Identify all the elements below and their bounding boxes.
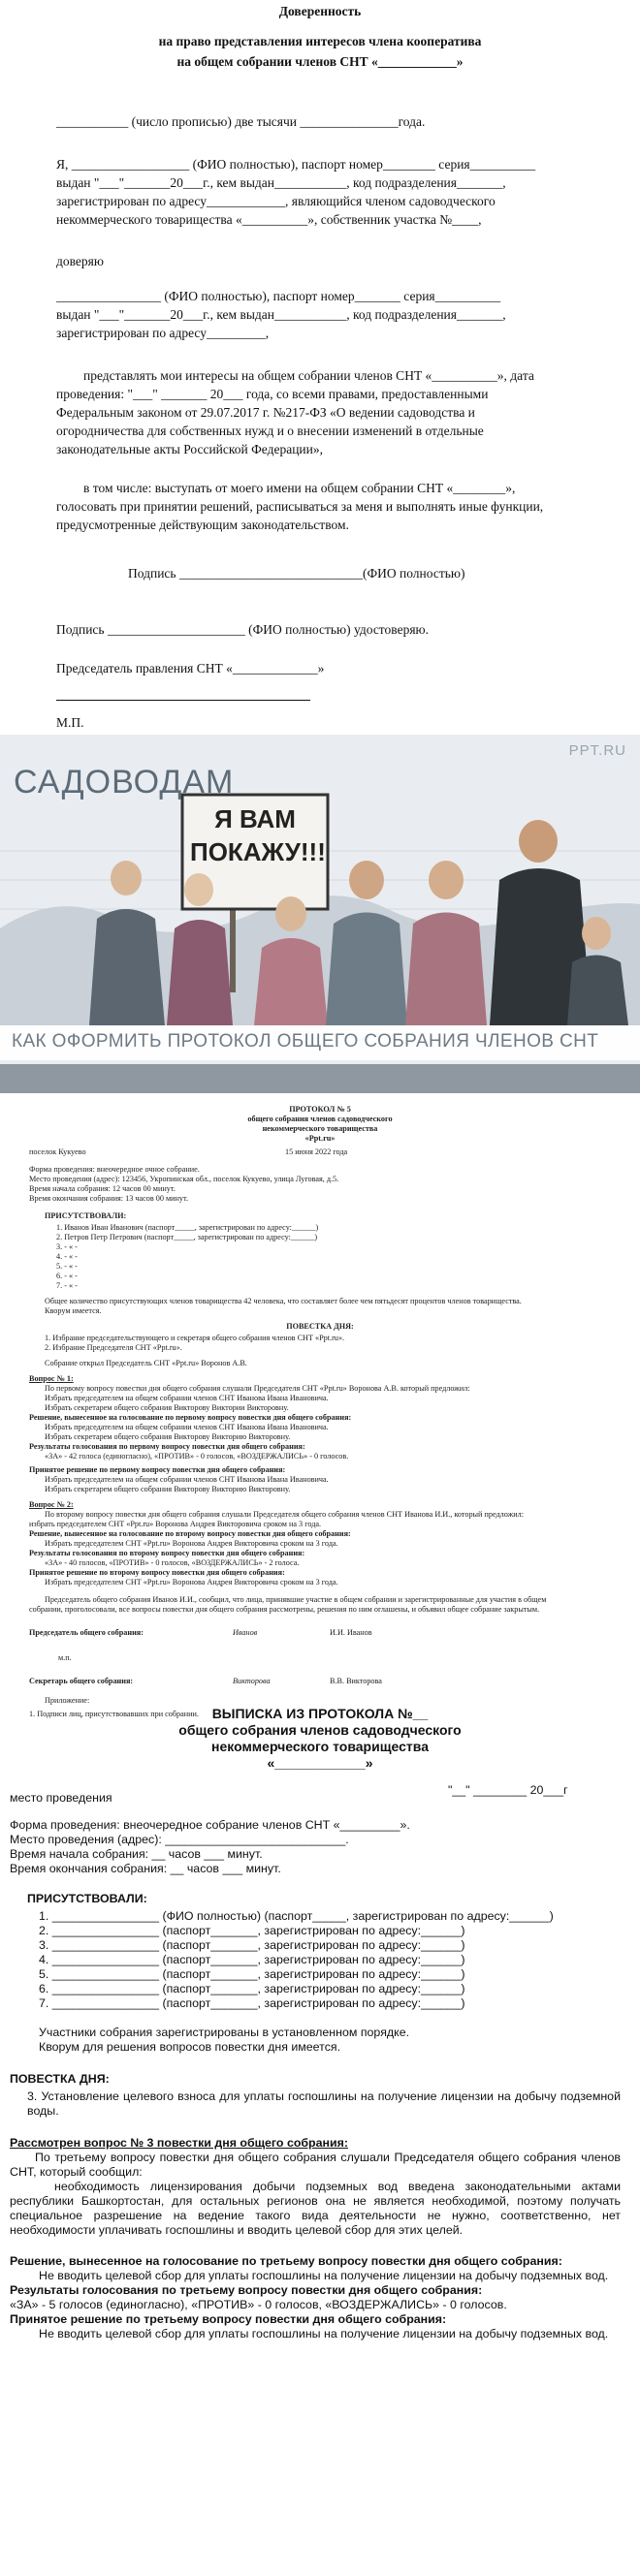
protocol-q2-line: избрать председателем СНТ «Ppt.ru» Воронова Андрея Викторовича сроком на 3 года. xyxy=(29,1520,322,1528)
protocol-quorum: Кворум имеется. xyxy=(45,1306,102,1315)
extract-decision-head: Решение, вынесенное на голосование по третьему вопросу повестки дня общего собрания: xyxy=(10,2254,562,2268)
protocol-q2-accepted: Принятое решение по второму вопросу повестки дня общего собрания: xyxy=(29,1568,285,1577)
article-banner xyxy=(0,735,640,1093)
protocol-title-1: ПРОТОКОЛ № 5 xyxy=(289,1105,351,1114)
banner-caption: КАК ОФОРМИТЬ ПРОТОКОЛ ОБЩЕГО СОБРАНИЯ ЧЛЕНОВ СНТ xyxy=(12,1031,599,1052)
protocol-q1-accepted-line: Избрать председателем на общем собрании членов СНТ Иванова Ивана Ивановича. xyxy=(45,1475,329,1484)
protocol-title-3: некоммерческого товарищества xyxy=(262,1124,378,1133)
extract-end: Время окончания собрания: __ часов ___ минут. xyxy=(10,1862,281,1875)
poa-chairman: Председатель правления СНТ «_____________» xyxy=(56,661,325,675)
extract-votes: «ЗА» - 5 голосов (единогласно), «ПРОТИВ» - 0 голосов, «ВОЗДЕРЖАЛИСЬ» - 0 голосов. xyxy=(10,2298,507,2311)
poa-p1-l1: Я, __________________ (ФИО полностью), паспорт номер________ серия__________ xyxy=(56,157,536,172)
poa-date-line: ___________ (число прописью) две тысячи _______________года. xyxy=(56,114,426,129)
extract-title-1: ВЫПИСКА ИЗ ПРОТОКОЛА №__ xyxy=(211,1706,429,1721)
protocol-present-item: 6. - « - xyxy=(56,1272,78,1280)
protocol-date: 15 июня 2022 года xyxy=(285,1147,348,1156)
protocol-total: Общее количество присутствующих членов товарищества 42 человека, что составляет более чем пятьдесят процентов членов товарищества. xyxy=(45,1297,522,1305)
protocol-closing-line: Председатель общего собрания Иванов И.И., сообщил, что лица, принявшие участие в общем собрании и зарегистрированные для участия в общем xyxy=(45,1595,547,1604)
banner-heading: САДОВОДАМ xyxy=(14,764,235,801)
protocol-start: Время начала собрания: 12 часов 00 минут. xyxy=(29,1184,176,1193)
protocol-q2-votes: «ЗА» - 40 голосов, «ПРОТИВ» - 0 голосов, «ВОЗДЕРЖАЛИСЬ» - 2 голоса. xyxy=(45,1558,300,1567)
extract-date: "__" ________ 20___г xyxy=(448,1783,568,1797)
protocol-q2-results: Результаты голосования по второму вопросу повестки дня общего собрания: xyxy=(29,1549,305,1557)
protocol-secretary-signature: Викторова xyxy=(233,1677,271,1685)
power-of-attorney xyxy=(0,0,640,717)
protocol-q1-line: Избрать секретарем общего собрания Викторову Виктории Викторовну. xyxy=(45,1403,289,1412)
extract-present-head: ПРИСУТСТВОВАЛИ: xyxy=(27,1892,147,1905)
poa-stamp-mark: М.П. xyxy=(56,715,84,730)
protocol-q1-decision-line: Избрать председателем на общем собрании членов СНТ Иванова Ивана Ивановича. xyxy=(45,1423,329,1431)
extract-present-item: 3. ________________ (паспорт_______, зарегистрирован по адресу:______) xyxy=(39,1938,465,1952)
poa-subtitle-1: на право представления интересов члена кооператива xyxy=(158,34,482,48)
brand-watermark: PPT.RU xyxy=(568,742,626,759)
poa-p3-l4: огородничества для собственных нужд и о внесении изменений в отдельные xyxy=(56,424,484,438)
extract-present-item: 6. ________________ (паспорт_______, зарегистрирован по адресу:______) xyxy=(39,1982,465,1995)
protocol-agenda-head: ПОВЕСТКА ДНЯ: xyxy=(286,1322,354,1331)
protocol-end: Время окончания собрания: 13 часов 00 минут. xyxy=(29,1194,189,1203)
poa-signature-2: Подпись _____________________ (ФИО полностью) удостоверяю. xyxy=(56,622,429,637)
protocol-chair-name: И.И. Иванов xyxy=(330,1628,372,1637)
extract-address: Место проведения (адрес): ___________________________. xyxy=(10,1833,349,1846)
protocol-q1-line: По первому вопросу повестки дня общего собрания слушали Председателя СНТ «Ppt.ru» Воронова А.В. который предложил: xyxy=(45,1384,470,1393)
poa-signature-1: Подпись ____________________________(ФИО полностью) xyxy=(128,566,465,581)
extract-start: Время начала собрания: __ часов ___ минут. xyxy=(10,1847,263,1861)
protocol-title-4: «Ppt.ru» xyxy=(304,1134,336,1143)
protocol-closing-line: собрании, проголосовали, все вопросы повестки дня общего собрания рассмотрены, решения по ним оглашены, и объявил общее собрание закрытым. xyxy=(29,1605,540,1614)
protocol-q1-line: Избрать председателем на общем собрании членов СНТ Иванова Ивана Ивановича. xyxy=(45,1394,329,1402)
protocol-present-item: 2. Петров Петр Петрович (паспорт_____, зарегистрирован по адресу:______) xyxy=(56,1233,318,1241)
extract-para-2: необходимость лицензирования добычи подземных вод введена законодательными актами республики Башкортостан, для остальных регионов она не является необходимой, поэтому получать специальное разрешение на ведение такого вида деятельности не нужно, соответственно, нет необходимости уплачивать госпошлины и вводить целевой сбор для этих целей. xyxy=(10,2180,621,2237)
protocol-attachment-head: Приложение: xyxy=(45,1696,90,1705)
protocol-address: Место проведения (адрес): 123456, Укропинская обл., поселок Кукуево, улица Луговая, д.5. xyxy=(29,1175,339,1183)
poa-p3-l2: проведения: "___" _______ 20___ года, со всеми правами, предоставленными xyxy=(56,387,489,401)
protocol-q1-results: Результаты голосования по первому вопросу повестки дня общего собрания: xyxy=(29,1442,305,1451)
protocol-secretary-name: В.В. Викторова xyxy=(330,1677,382,1685)
protocol-q2-accepted-line: Избрать председателем СНТ «Ppt.ru» Воронова Андрея Викторовича сроком на 3 года. xyxy=(45,1578,338,1586)
poa-doveryayu: доверяю xyxy=(56,254,104,268)
extract-title-3: некоммерческого товарищества xyxy=(211,1739,429,1754)
poa-p4-l2: голосовать при принятии решений, расписываться за меня и выполнять иные функции, xyxy=(56,499,544,514)
protocol-q1-votes: «ЗА» - 42 голоса (единогласно), «ПРОТИВ» - 0 голосов, «ВОЗДЕРЖАЛИСЬ» - 0 голосов. xyxy=(45,1452,349,1461)
protocol-chair-signature: Иванов xyxy=(233,1628,258,1637)
poa-subtitle-2: на общем собрании членов СНТ «____________» xyxy=(176,54,464,69)
poa-p1-l3: зарегистрирован по адресу____________, являющийся членом садоводческого xyxy=(56,194,496,208)
extract-registered: Участники собрания зарегистрированы в установленном порядке. xyxy=(39,2026,410,2039)
extract-para-1: По третьему вопросу повестки дня общего собрания слушали Председателя общего собрания членов СНТ, который сообщил: xyxy=(10,2151,621,2179)
extract-present-item: 5. ________________ (паспорт_______, зарегистрирован по адресу:______) xyxy=(39,1967,465,1981)
extract-present-item: 2. ________________ (паспорт_______, зарегистрирован по адресу:______) xyxy=(39,1924,465,1937)
poa-title: Доверенность xyxy=(278,4,362,18)
poa-p3-l3: Федеральным законом от 29.07.2017 г. №217-ФЗ «О ведении садоводства и xyxy=(56,405,475,420)
extract-place: место проведения xyxy=(10,1791,112,1805)
protocol-q2-head: Вопрос № 2: xyxy=(29,1500,74,1509)
extract-title-4: «____________» xyxy=(267,1755,373,1771)
extract-present-item: 1. ________________ (ФИО полностью) (паспорт_____, зарегистрирован по адресу:______) xyxy=(39,1909,554,1923)
protest-sign-text: Я ВАМ ПОКАЖУ!!! xyxy=(190,804,326,866)
protocol-title-2: общего собрания членов садоводческого xyxy=(247,1115,393,1123)
protocol-present-item: 1. Иванов Иван Иванович (паспорт_____, зарегистрирован по адресу:______) xyxy=(56,1223,319,1232)
protocol-attachment-item: 1. Подписи лиц, присутствовавших при собрании. xyxy=(29,1710,199,1718)
protocol-form: Форма проведения: внеочередное очное собрание. xyxy=(29,1165,200,1174)
poa-p3-l5: законодательные акты Российской Федерации», xyxy=(56,442,323,456)
protocol-present-head: ПРИСУТСТВОВАЛИ: xyxy=(45,1211,127,1220)
extract-considered: Рассмотрен вопрос № 3 повестки дня общего собрания: xyxy=(10,2136,348,2150)
poa-p1-l4: некоммерческого товарищества «__________», собственник участка №____, xyxy=(56,212,482,227)
extract-decision-line: Не вводить целевой сбор для уплаты госпошлины на получение лицензии на добычу подземных вод. xyxy=(39,2269,609,2282)
protocol-present-item: 7. - « - xyxy=(56,1281,78,1290)
protocol-q1-decision: Решение, вынесенное на голосование по первому вопросу повестки дня общего собрания: xyxy=(29,1413,352,1422)
protocol-q1-head: Вопрос № 1: xyxy=(29,1374,74,1383)
banner-bottom-strip xyxy=(0,1064,640,1093)
poa-p4-l1: в том числе: выступать от моего имени на общем собрании СНТ «________», xyxy=(83,481,516,495)
protocol-present-item: 3. - « - xyxy=(56,1242,78,1251)
protocol-q1-accepted-line: Избрать секретарем общего собрания Викторову Викторию Викторовну. xyxy=(45,1485,291,1493)
poa-chairman-signature-line xyxy=(56,700,310,701)
protocol-secretary-label: Секретарь общего собрания: xyxy=(29,1677,134,1685)
extract-results-head: Результаты голосования по третьему вопросу повестки дня общего собрания: xyxy=(10,2283,483,2297)
extract-agenda-head: ПОВЕСТКА ДНЯ: xyxy=(10,2072,110,2086)
protocol-stamp-mark: м.п. xyxy=(58,1653,72,1662)
protocol-q2-decision-line: Избрать председателем СНТ «Ppt.ru» Воронова Андрея Викторовича сроком на 3 года. xyxy=(45,1539,338,1548)
extract-accepted-line: Не вводить целевой сбор для уплаты госпошлины на получение лицензии на добычу подземных вод. xyxy=(39,2327,609,2340)
protocol-chair-label: Председатель общего собрания: xyxy=(29,1628,144,1637)
extract-accepted-head: Принятое решение по третьему вопросу повестки дня общего собрания: xyxy=(10,2312,447,2326)
protocol-q1-accepted: Принятое решение по первому вопросу повестки дня общего собрания: xyxy=(29,1465,286,1474)
extract-quorum: Кворум для решения вопросов повестки дня имеется. xyxy=(39,2040,341,2054)
protocol-opened: Собрание открыл Председатель СНТ «Ppt.ru» Воронов А.В. xyxy=(45,1359,247,1367)
poa-p2-l2: выдан "___"_______20___г., кем выдан___________, код подразделения_______, xyxy=(56,307,506,322)
protocol-q2-line: По второму вопросу повестки дня общего собрания слушали Председателя общего собрания членов СНТ Иванова И.И., который предложил: xyxy=(45,1510,525,1519)
extract-present-item: 4. ________________ (паспорт_______, зарегистрирован по адресу:______) xyxy=(39,1953,465,1966)
protocol-agenda-item: 1. Избрание председательствующего и секретаря общего собрания членов СНТ «Ppt.ru». xyxy=(45,1334,345,1342)
poa-p3-l1: представлять мои интересы на общем собрании членов СНТ «__________», дата xyxy=(83,368,534,383)
protocol-q2-decision: Решение, вынесенное на голосование по второму вопросу повестки дня общего собрания: xyxy=(29,1529,351,1538)
poa-p4-l3: предусмотренные действующим законодательством. xyxy=(56,518,349,532)
poa-p2-l3: зарегистрирован по адресу_________, xyxy=(56,326,270,340)
extract-document xyxy=(0,1706,640,2576)
extract-form: Форма проведения: внеочередное собрание членов СНТ «_________». xyxy=(10,1818,410,1832)
protocol-present-item: 5. - « - xyxy=(56,1262,78,1271)
poa-p1-l2: выдан "___"_______20___г., кем выдан___________, код подразделения_______, xyxy=(56,175,506,190)
extract-agenda-item: 3. Установление целевого взноса для уплаты госпошлины на получение лицензии на добычу подземной воды. xyxy=(27,2089,621,2118)
protocol-q1-decision-line: Избрать секретарем общего собрания Викторову Викторию Викторовну. xyxy=(45,1432,291,1441)
protocol-agenda-item: 2. Избрание Председателя СНТ «Ppt.ru». xyxy=(45,1343,182,1352)
extract-title-2: общего собрания членов садоводческого xyxy=(178,1722,462,1738)
protocol-place: поселок Кукуево xyxy=(29,1147,86,1156)
protocol-present-item: 4. - « - xyxy=(56,1252,78,1261)
poa-p2-l1: ________________ (ФИО полностью), паспорт номер_______ серия__________ xyxy=(56,289,501,303)
extract-present-item: 7. ________________ (паспорт_______, зарегистрирован по адресу:______) xyxy=(39,1996,465,2010)
